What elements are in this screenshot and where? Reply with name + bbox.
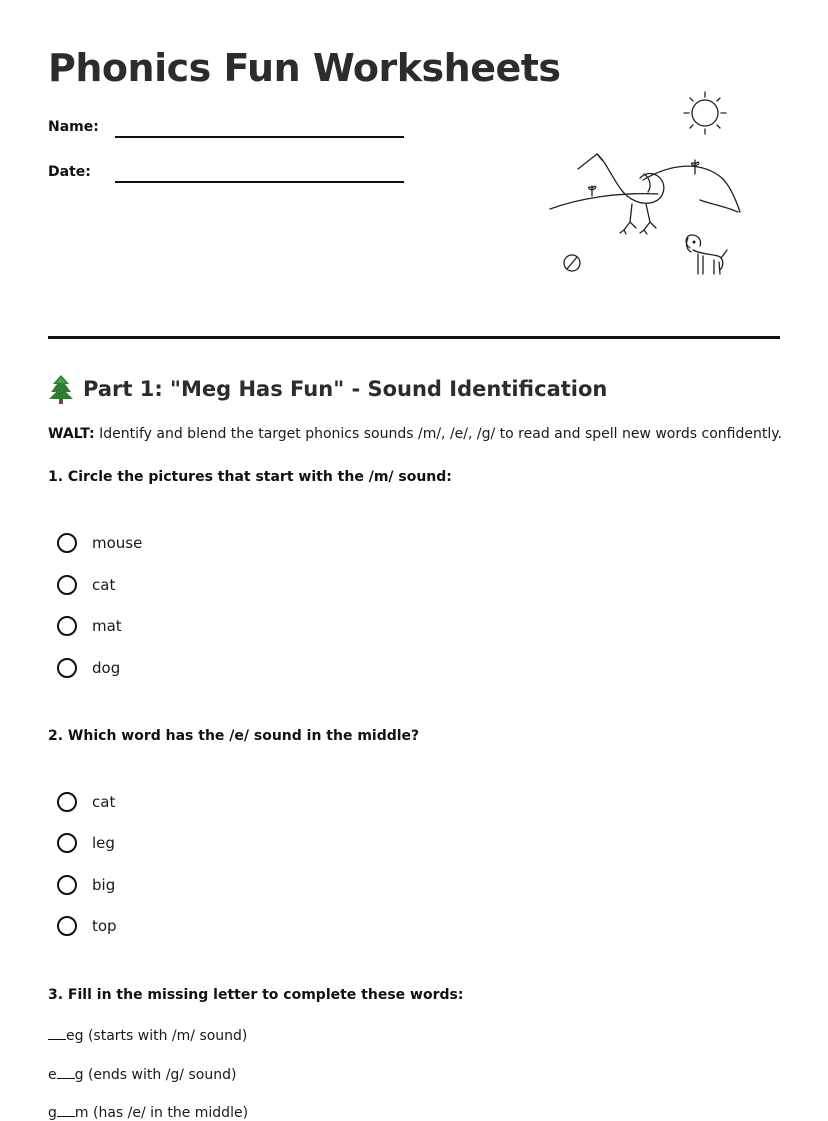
fill-item-2	[48, 1066, 236, 1083]
q1-option-mouse[interactable]	[57, 530, 142, 556]
q2-option-leg[interactable]	[57, 830, 115, 856]
name-input-line[interactable]	[115, 136, 404, 138]
fill-before: g	[48, 1105, 57, 1121]
option-label: mat	[92, 617, 122, 635]
option-label: top	[92, 917, 117, 935]
walt-text: Identify and blend the target phonics sounds /m/, /e/, /g/ to read and spell new words confidently.	[94, 426, 782, 442]
fill-item-1	[48, 1027, 247, 1044]
sketch-illustration	[540, 88, 750, 283]
ball-icon	[564, 255, 580, 271]
sun-icon	[684, 92, 726, 134]
radio-circle[interactable]	[57, 875, 77, 895]
walt-statement	[48, 425, 808, 443]
part1-heading	[48, 374, 607, 404]
q1-option-mat[interactable]	[57, 613, 122, 639]
option-label: big	[92, 876, 116, 894]
option-label: cat	[92, 576, 116, 594]
fill-item-3	[48, 1104, 248, 1121]
page-title: Phonics Fun Worksheets	[48, 46, 561, 90]
q1-option-dog[interactable]	[57, 655, 120, 681]
name-label: Name:	[48, 119, 99, 135]
name-field-row	[48, 113, 408, 143]
q2-option-top[interactable]	[57, 913, 117, 939]
date-label: Date:	[48, 164, 91, 180]
radio-circle[interactable]	[57, 533, 77, 553]
option-label: mouse	[92, 534, 143, 552]
radio-circle[interactable]	[57, 616, 77, 636]
fill-after: m (has /e/ in the middle)	[74, 1105, 249, 1121]
section-divider	[48, 336, 780, 339]
blank-input[interactable]	[57, 1104, 75, 1117]
option-label: dog	[92, 659, 121, 677]
option-label: cat	[92, 793, 116, 811]
question-2-prompt: 2. Which word has the /e/ sound in the middle?	[48, 728, 420, 744]
option-label: leg	[92, 834, 115, 852]
radio-circle[interactable]	[57, 833, 77, 853]
part1-heading-text: Part 1: "Meg Has Fun" - Sound Identification	[83, 377, 608, 401]
radio-circle[interactable]	[57, 658, 77, 678]
dog-icon	[686, 235, 727, 274]
date-input-line[interactable]	[115, 181, 404, 183]
radio-circle[interactable]	[57, 575, 77, 595]
radio-circle[interactable]	[57, 916, 77, 936]
date-field-row	[48, 158, 408, 188]
tree-icon	[48, 374, 74, 404]
q2-option-cat[interactable]	[57, 789, 115, 815]
radio-circle[interactable]	[57, 792, 77, 812]
blank-input[interactable]	[48, 1027, 66, 1040]
q1-option-cat[interactable]	[57, 572, 115, 598]
blank-input[interactable]	[57, 1066, 75, 1079]
q2-option-big[interactable]	[57, 872, 115, 898]
question-3-prompt: 3. Fill in the missing letter to complete these words:	[48, 987, 464, 1003]
question-1-prompt: 1. Circle the pictures that start with the /m/ sound:	[48, 469, 452, 485]
walt-label: WALT:	[48, 426, 95, 442]
fill-after: eg (starts with /m/ sound)	[66, 1028, 248, 1044]
fill-after: g (ends with /g/ sound)	[74, 1067, 237, 1083]
fill-before: e	[48, 1067, 57, 1083]
